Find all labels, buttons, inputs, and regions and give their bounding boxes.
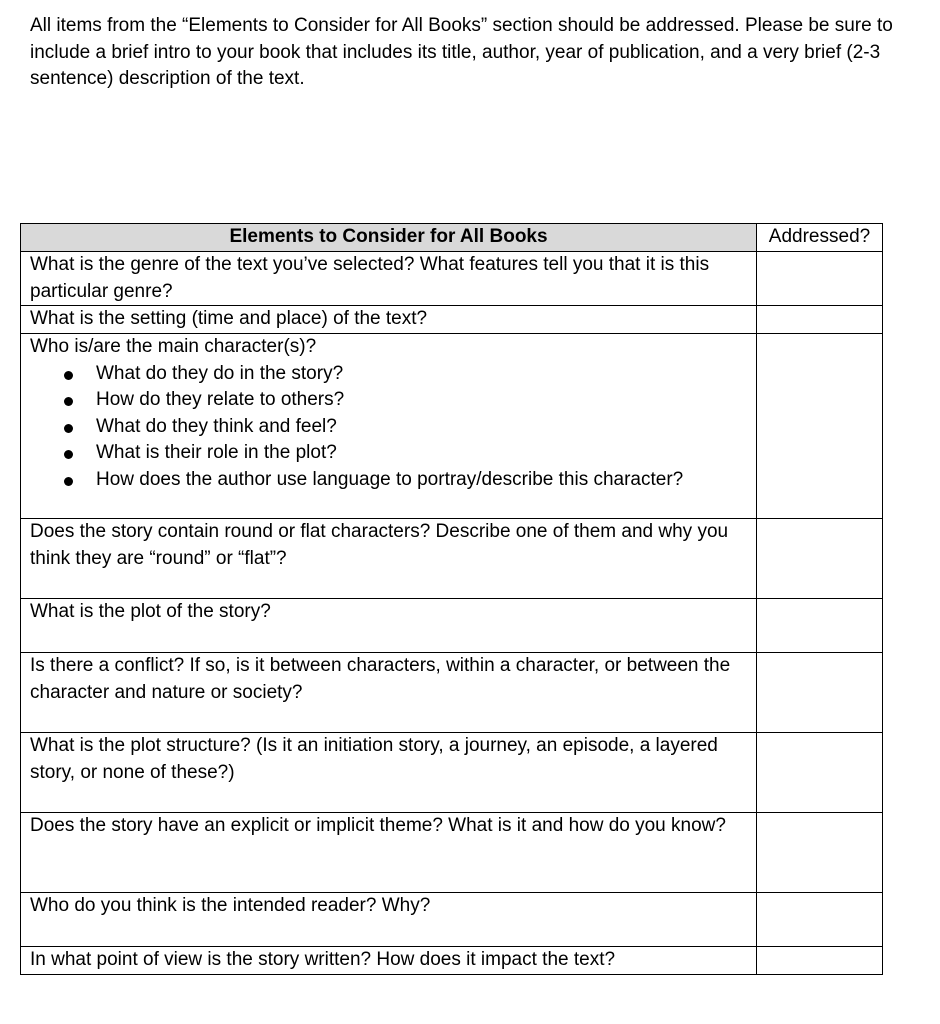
question-theme: Does the story have an explicit or implicit theme? What is it and how do you know? [21, 813, 757, 893]
question-conflict: Is there a conflict? If so, is it between characters, within a character, or between the character and nature or society? [21, 653, 757, 733]
question-setting: What is the setting (time and place) of the text? [21, 306, 757, 334]
list-item [30, 387, 747, 414]
addressed-cell-conflict[interactable] [757, 653, 883, 733]
question-plot: What is the plot of the story? [21, 599, 757, 653]
bullet-icon [64, 424, 73, 433]
addressed-cell-plot[interactable] [757, 599, 883, 653]
bullet-icon [64, 397, 73, 406]
table-row-theme [21, 813, 883, 893]
table-row-plot-structure [21, 733, 883, 813]
elements-checklist-table [20, 223, 883, 975]
table-row-reader [21, 893, 883, 947]
addressed-cell-reader[interactable] [757, 893, 883, 947]
addressed-cell-characters[interactable] [757, 334, 883, 519]
table-row-round-flat [21, 519, 883, 599]
table-header-row [21, 224, 883, 252]
question-plot-structure: What is the plot structure? (Is it an initiation story, a journey, an episode, a layered story, or none of these?) [21, 733, 757, 813]
table-row-conflict [21, 653, 883, 733]
list-item [30, 414, 747, 441]
addressed-cell-point-of-view[interactable] [757, 947, 883, 975]
subquestion-text: What is their role in the plot? [96, 442, 337, 463]
addressed-cell-genre[interactable] [757, 252, 883, 306]
table-row-genre [21, 252, 883, 306]
question-characters-cell [21, 334, 757, 519]
character-subquestion-list [30, 361, 747, 494]
table-row-setting [21, 306, 883, 334]
subquestion-text: What do they do in the story? [96, 362, 344, 384]
bullet-icon [64, 450, 73, 459]
list-item [30, 467, 747, 494]
subquestion-text: How do they relate to others? [96, 389, 345, 410]
elements-column-header: Elements to Consider for All Books [21, 224, 757, 252]
question-reader: Who do you think is the intended reader? Why? [21, 893, 757, 947]
bullet-icon [64, 371, 73, 380]
addressed-cell-theme[interactable] [757, 813, 883, 893]
addressed-column-header: Addressed? [757, 224, 883, 252]
question-characters: Who is/are the main character(s)? [30, 336, 317, 357]
table-row-point-of-view [21, 947, 883, 975]
list-item [30, 440, 747, 467]
question-point-of-view: In what point of view is the story written? How does it impact the text? [21, 947, 757, 975]
addressed-cell-round-flat[interactable] [757, 519, 883, 599]
table-row-plot [21, 599, 883, 653]
addressed-cell-setting[interactable] [757, 306, 883, 334]
table-row-characters [21, 334, 883, 519]
list-item [30, 361, 747, 388]
question-genre: What is the genre of the text you’ve selected? What features tell you that it is this particular genre? [21, 252, 757, 306]
intro-paragraph: All items from the “Elements to Consider for All Books” section should be addressed. Please be sure to include a brief intro to your book that includes its title, author, year of publication, and a very brief (2-3 sentence) description of the text. [30, 15, 893, 89]
bullet-icon [64, 477, 73, 486]
subquestion-text: How does the author use language to portray/describe this character? [96, 468, 684, 490]
subquestion-text: What do they think and feel? [96, 415, 337, 437]
question-round-flat: Does the story contain round or flat characters? Describe one of them and why you think they are “round” or “flat”? [21, 519, 757, 599]
addressed-cell-plot-structure[interactable] [757, 733, 883, 813]
